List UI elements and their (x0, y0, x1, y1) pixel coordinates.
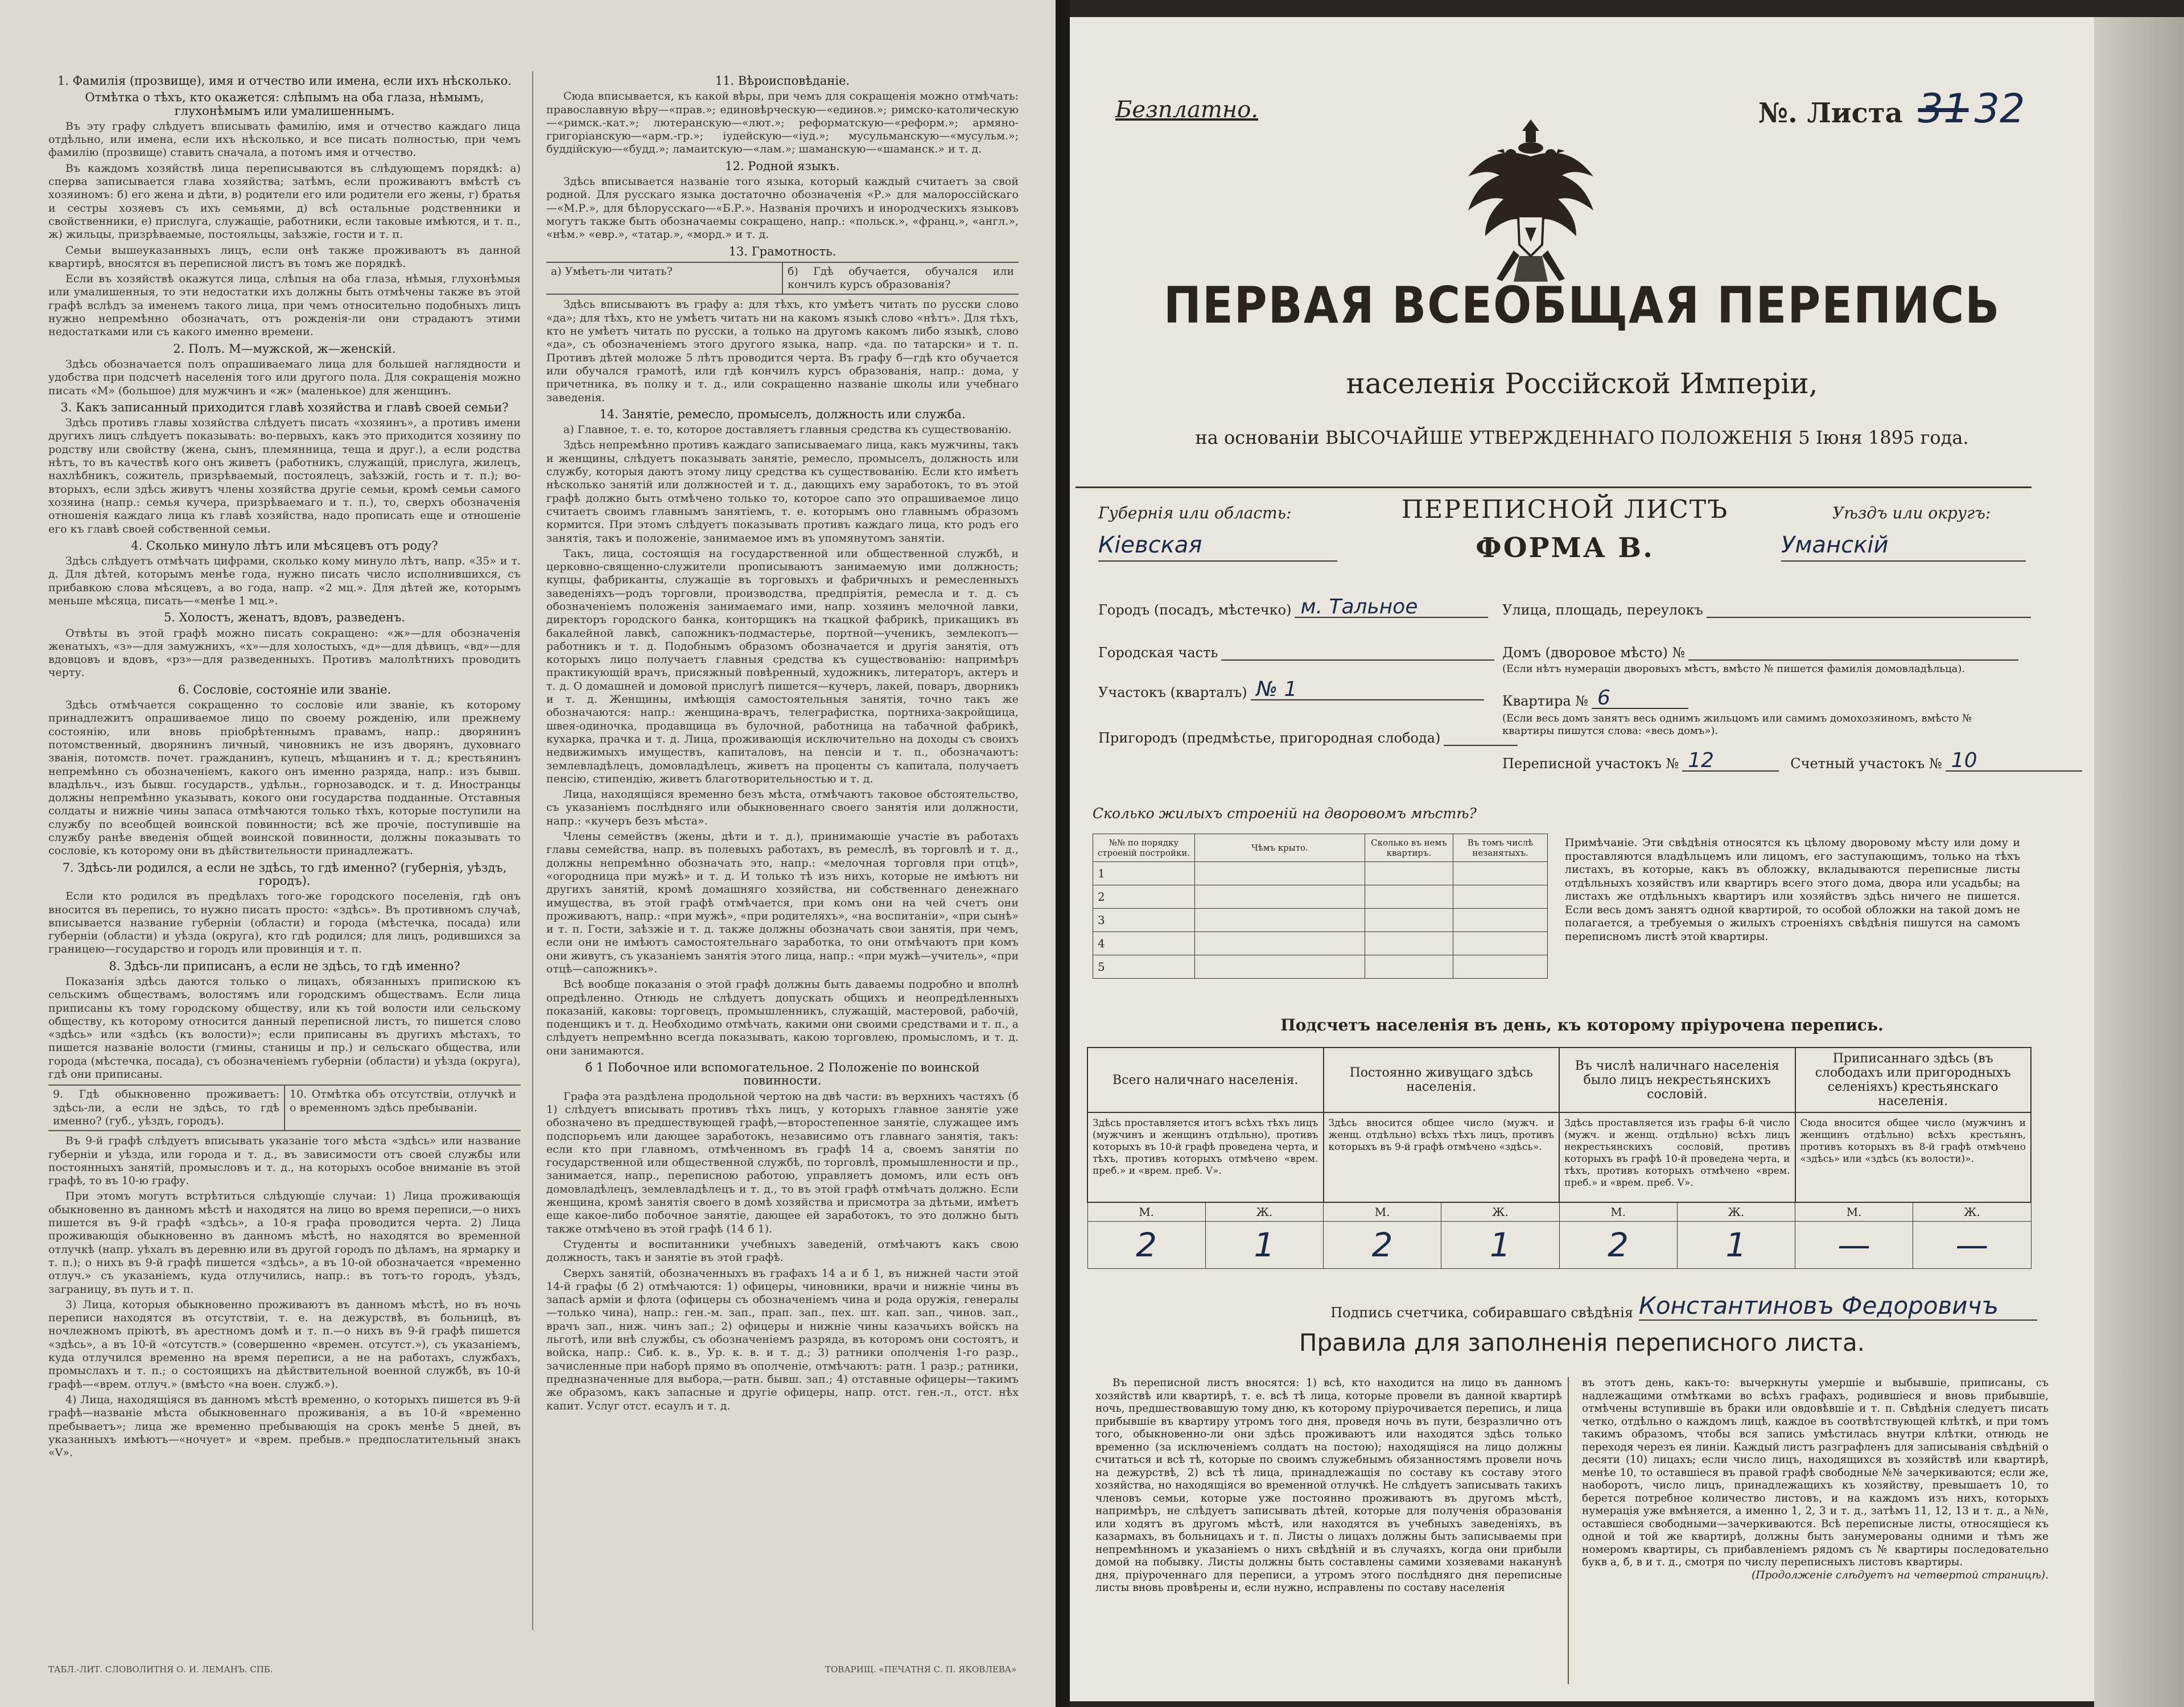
instruction-paragraph: Сверхъ занятій, обозначенныхъ въ графахъ 14 а и б 1, въ нижней части этой 14-й графы (б 2) отмѣчаются: 1) офицеры, чиновники, врачи и нижніе чины въ запасѣ арміи и флота (офицеры съ обозначеніемъ чина и рода оружія, генералы—только чина), напр.: ген.-м. зап., прап. зап., пех. шт. кап. зап., чинов. зап., врачъ зап., ниж. чинъ зап.; 2) офицеры и нижніе чины казачьихъ войскъ на льготѣ, или внѣ службы, съ обозначеніемъ разряда, въ которомъ они состоятъ, и войска, напр.: Сиб. к. в., Ур. к. в. и т. д.; 3) ратники ополченія 1-го разр., зачисленные при наборѣ прямо въ ополченіе, отмѣчаютъ: ратн. 1 разр.; ратники, предназначенные для выбора,—ратн. бывш. зап.; 4) отставные офицеры—такимъ же образомъ, какъ запасные и другіе офицеры, напр. отст. ген.-л., отст. нѣх капит. Услуг отст. есаулъ и т. д. (546, 1267, 1019, 1412)
pop-sex-label: М. (1087, 1202, 1205, 1222)
instruction-paragraph: Отвѣты въ этой графѣ можно писать сокращено: «ж»—для обозначенія женатыхъ, «з»—для замужнихъ, «х»—для холостыхъ, «д»—для дѣвицъ, «вд»—для вдовцовъ и вдовъ, «рз»—для разведенныхъ. Противъ малолѣтнихъ проводить черту. (48, 626, 521, 679)
buildings-cell-apts[interactable] (1365, 885, 1453, 909)
free-label: Безплатно. (1115, 97, 1259, 123)
instruction-paragraph: Здѣсь вписываютъ въ графу а: для тѣхъ, кто умѣетъ читать по русски слово «да»; для тѣхъ, кто не умѣетъ читать ни на какомъ языкѣ слово «нѣтъ». Для тѣхъ, кто не умѣетъ читать по русски, а только на другомъ какомъ либо языкѣ, слово «да», съ обозначеніемъ этого другого языка, напр. «да. по татарски» и т. п. Противъ дѣтей моложе 5 лѣтъ проводится черта. Въ графу б—гдѣ кто обучается или обучался грамотѣ, или гдѣ кончилъ курсъ образованія, напр.: дома, у причетника, въ полку и т. д., или сокращенно названіе школы или учебнаго заведенія. (546, 298, 1019, 404)
pop-header-peasant: Приписаннаго здѣсь (въ слободахъ или пригородныхъ селеніяхъ) крестьянскаго населенія. (1795, 1048, 2031, 1112)
pop-count-cell[interactable]: 2 (1324, 1222, 1441, 1269)
instruction-paragraph: Въ 9-й графѣ слѣдуетъ вписывать указаніе того мѣста «здѣсь» или название губерніи и уѣзда, или города и т. д., въ зависимости отъ своей службы или постоянныхъ занятій, промысловъ и т. д., на которыхъ особое вниманіе въ этой графѣ, то въ 10-ю графу. (48, 1135, 521, 1188)
census-title: ПЕРВАЯ ВСЕОБЩАЯ ПЕРЕПИСЬ (1163, 276, 2001, 335)
counter-signature-label: Подпись счетчика, собиравшаго свѣдѣнія (1330, 1305, 1633, 1321)
instruction-heading: 14. Занятіе, ремесло, промыселъ, должность или служба. (599, 407, 966, 421)
instruction-paragraph: Въ эту графу слѣдуетъ вписывать фамилію, имя и отчество каждаго лица отдѣльно, или имена, если ихъ нѣсколько, и все писать полностью, при чемъ фамилію (прозвище) ставить сначала, а потомъ имя и отчество. (48, 119, 521, 159)
buildings-table (1093, 834, 1548, 979)
instruction-heading: 5. Холостъ, женатъ, вдовъ, разведенъ. (164, 611, 405, 625)
city-field[interactable]: м. Тальное (1295, 597, 1488, 618)
instruction-heading: 12. Родной языкъ. (725, 159, 840, 173)
house-label: Домъ (дворовое мѣсто) № (1502, 645, 1686, 661)
rules-divider (1568, 1377, 1569, 1684)
buildings-cell-vacant[interactable] (1453, 909, 1547, 932)
buildings-cell-apts[interactable] (1365, 909, 1453, 932)
buildings-cell-vacant[interactable] (1453, 862, 1547, 885)
apartment-field[interactable]: 6 (1592, 688, 1688, 709)
house-note: (Если нѣтъ нумераціи дворовыхъ мѣстъ, вмѣсто № пишется фамилія домовладѣльца). (1502, 663, 1965, 675)
pop-desc-permanent: Здѣсь вносится общее число (мужч. и женщ. отдѣльно) всѣхъ тѣхъ лицъ, противъ которыхъ въ 9-й графѣ отмѣчено «здѣсь». (1324, 1112, 1560, 1202)
precinct-row (1098, 680, 1484, 700)
census-section-label: Переписной участокъ № (1502, 756, 1679, 772)
rules-continuation: (Продолженіе слѣдуетъ на четвертой страницѣ). (1752, 1569, 2049, 1581)
census-section-row (1502, 751, 2082, 772)
city-row (1098, 597, 1488, 618)
district-label: Уѣздъ или округъ: (1832, 504, 1991, 522)
imprint-left: ТАБЛ.-ЛИТ. СЛОВОЛИТНЯ О. И. ЛЕМАНЪ. СПБ. (48, 1664, 273, 1675)
buildings-cell-vacant[interactable] (1453, 932, 1547, 955)
instruction-heading: 7. Здѣсь-ли родился, а если не здѣсь, то гдѣ именно? (губернія, уѣздъ, городъ). (62, 860, 507, 888)
buildings-cell-n: 1 (1093, 862, 1195, 885)
form-type-title: ФОРМА В. (1476, 532, 1654, 564)
census-subtitle: населенія Россійской Имперіи, (1346, 367, 1818, 400)
house-field[interactable] (1688, 640, 2018, 661)
instruction-paragraph: Графа эта раздѣлена продольной чертою на двѣ части: въ верхнихъ частяхъ (б 1) слѣдуетъ вписывать противъ тѣхъ лицъ, у которыхъ главное занятіе уже обозначено въ предшествующей графѣ,—второстепенное занятіе, служащее имъ подспорьемъ или дающее заработокъ, независимо отъ главнаго занятія, такъ: если кто при главномъ, отмѣченномъ въ графѣ 14 а, своемъ занятіи по государственной или общественной службѣ, по торговлѣ, промышленности и пр., занимается, напр., переписною работою, управляетъ домомъ, или есть онъ домовладѣлецъ, землевладѣлецъ и т. д., то въ этой графѣ отмѣчать должно. Если женщина, кромѣ занятія своего в домѣ хозяйства и присмотра за дѣтьми, имѣетъ еще какое-либо побочное занятіе, дающее ей заработокъ, то это должно быть также отмѣчено въ этой графѣ (14 б 1). (546, 1090, 1019, 1235)
count-section-label: Счетный участокъ № (1790, 756, 1942, 772)
precinct-label: Участокъ (кварталъ) (1098, 685, 1247, 700)
column-divider (532, 71, 533, 1630)
pop-desc-present: Здѣсь проставляется итогъ всѣхъ тѣхъ лицъ (мужчинъ и женщинъ отдѣльно), противъ которыхъ въ 10-й графѣ проведена черта, и тѣхъ, противъ которыхъ отмѣчено «врем. преб.» и «врем. преб. V». (1087, 1112, 1324, 1202)
suburb-row (1098, 725, 1518, 746)
instruction-paragraph: Если въ хозяйствѣ окажутся лица, слѣпыя на оба глаза, нѣмыя, глухонѣмыя или умалишенныя, то эти недостатки ихъ должны быть отмѣчены также въ этой графѣ вслѣдъ за именемъ такого лица, при чемъ относительно подобныхъ лицъ нужно непремѣнно обозначать, отъ рожденія-ли они страдаютъ этими недостатками или съ какого именно времени. (48, 273, 521, 339)
instruction-paragraph: При этомъ могутъ встрѣтиться слѣдующіе случаи: 1) Лица проживающія обыкновенно въ данномъ мѣстѣ и находятся на лицо во время переписи,—о нихъ пишется въ 9-й графѣ «здѣсь», а 10-я графа проводится черта. 2) Лица проживающія обыкновенно въ данномъ мѣстѣ, но находятся во временной отлучкѣ (напр. уѣхалъ въ деревню или въ другой городъ по дѣламъ, на ярмарку и т. п.); о нихъ въ 9-й графѣ пишется «здѣсь», а въ 10-ой обозначается «временно отлуч.» съ указаніемъ, куда отлучились, напр.: въ тотъ-то городъ, уѣздъ, заграницу, въ путь и т. п. (48, 1190, 521, 1296)
buildings-cell-roof[interactable] (1195, 862, 1365, 885)
city-label: Городъ (посадъ, мѣстечко) (1098, 602, 1292, 618)
rules-column-1 (1095, 1377, 1562, 1595)
book-spine (1056, 0, 1070, 1707)
suburb-field[interactable] (1444, 725, 1518, 746)
pop-header-present: Всего наличнаго населенія. (1087, 1048, 1324, 1112)
pop-sex-label: Ж. (1677, 1202, 1795, 1222)
instruction-paragraph: Здѣсь непремѣнно противъ каждаго записываемаго лица, какъ мужчины, такъ и женщины, слѣдуетъ показывать занятіе, ремесло, промыселъ, должность или службу, которыя даютъ этому лицу средства къ существованію. Если кто имѣетъ нѣсколько занятій или должностей и т. д., дающихъ ему заработокъ, то въ этой графѣ должно быть отмѣчено только то, которое сапо это опрашиваемое лицо считаетъ своимъ главнымъ занятіемъ, т. е. которымъ оно главнымъ образомъ кормится. При этомъ слѣдуетъ показывать противъ каждаго лица, кто родъ его занятія, такъ и положеніе, занимаемое имъ въ упомянутомъ занятіи. (546, 439, 1019, 545)
buildings-title: Сколько жилыхъ строеній на дворовомъ мѣстѣ? (1093, 805, 1477, 822)
city-part-row (1098, 640, 1494, 661)
instruction-heading: 4. Сколько минуло лѣтъ или мѣсяцевъ отъ роду? (131, 538, 438, 552)
street-label: Улица, площадь, переулокъ (1502, 602, 1703, 618)
house-row (1502, 640, 2018, 661)
pop-header-non-peasant: Въ числѣ наличнаго населенія было лицъ некрестьянскихъ сословій. (1559, 1048, 1795, 1112)
instruction-paragraph: Здѣсь обозначается полъ опрашиваемаго лица для большей наглядности и удобства при подсчетѣ населенія того или другого пола. Для сокращенія можно писать «М» (большое) для мужчинъ и «ж» (маленькое) для женщинъ. (48, 357, 521, 397)
instruction-paragraph: Семьи вышеуказанныхъ лицъ, если онѣ также проживаютъ въ данной квартирѣ, вносятся въ переписной листъ въ томъ же порядкѣ. (48, 244, 521, 270)
district-field[interactable]: Уманскій (1781, 532, 2026, 562)
instruction-paragraph: Лица, находящіяся временно безъ мѣста, отмѣчаютъ таковое обстоятельство, съ указаніемъ послѣдняго или обыкновеннаго своего занятія или должности, напр.: «кучеръ безъ мѣста». (546, 788, 1019, 827)
instruction-question-table (546, 262, 1019, 295)
pop-sex-label: Ж. (1205, 1202, 1323, 1222)
city-part-label: Городская часть (1098, 645, 1218, 661)
pop-sex-label: М. (1559, 1202, 1677, 1222)
pop-count-cell[interactable]: 2 (1087, 1222, 1205, 1269)
pop-desc-non-peasant: Здѣсь проставляется изъ графы 6-й число (мужч. и женщ. отдѣльно) всѣхъ лицъ некрестьянскихъ сословій, противъ которыхъ въ графѣ 10-й проведена черта, и тѣхъ, противъ которыхъ отмѣчено «врем. преб.» и «врем. преб. V». (1559, 1112, 1795, 1202)
instruction-heading: 3. Какъ записанный приходится главѣ хозяйства и главѣ своей семьи? (60, 400, 509, 414)
buildings-cell-roof[interactable] (1195, 885, 1365, 909)
instruction-paragraph: а) Главное, т. е. то, которое доставляетъ главныя средства къ существованію. (563, 423, 1012, 436)
instruction-paragraph: Показанія здѣсь даются только о лицахъ, обязанныхъ припискою къ сельскимъ обществамъ, волостямъ или городскимъ обществамъ. Если лица приписаны къ тому городскому обществу, или къ той волости или сельскому обществу, къ которому относится данный переписной листъ, то пишется слово «здѣсь» или «здѣсь (къ волости)»; если приписаны въ другихъ мѣстахъ, то пишется названіе волости (гмины, станицы и пр.) и сельскаго общества, или города (мѣстечка, посада), съ обозначеніемъ губерніи (области) и уѣзда (округа), гдѣ они приписаны. (48, 975, 521, 1081)
count-section-field[interactable]: 10 (1946, 751, 2082, 772)
apartment-note: (Если весь домъ занятъ весь однимъ жильцомъ или самимъ домохозяиномъ, вмѣсто № квартиры пишутся слова: «весь домъ»). (1502, 712, 1972, 737)
pop-count-cell[interactable]: 1 (1441, 1222, 1559, 1269)
instruction-paragraph: 3) Лица, которыя обыкновенно проживаютъ въ данномъ мѣстѣ, но въ ночь переписи находятся въ отсутствіи, т. е. на дежурствѣ, въ больницѣ, въ ночлежномъ пріютѣ, въ арестномъ домѣ и т. п.—о нихъ въ 9-й графѣ пишется «здѣсь», а въ 10-й «отсутств.» (совершенно «времен. отсутст.»), съ указаніемъ, куда отлучился временно на время переписи, а не на работахъ, службахъ, промыслахъ и т. п.; о состоящихъ на дѣйствительной военной службѣ, въ 10-й графѣ—«врем. отлуч.» (вмѣсто «на воен. служб.»). (48, 1298, 521, 1391)
buildings-cell-n: 5 (1093, 955, 1195, 979)
population-count-title: Подсчетъ населенія въ день, къ которому пріурочена перепись. (1280, 1016, 1884, 1034)
buildings-cell-n: 3 (1093, 909, 1195, 932)
pop-count-cell[interactable]: — (1913, 1222, 2031, 1269)
rules-title: Правила для заполненія переписного листа. (1299, 1329, 1865, 1356)
pop-sex-label: Ж. (1913, 1202, 2031, 1222)
apartment-label: Квартира № (1502, 693, 1589, 709)
instructions-column-1 (48, 71, 521, 1462)
pop-count-cell[interactable]: 2 (1559, 1222, 1677, 1269)
instruction-paragraph: Здѣсь вписывается названіе того языка, который каждый считаетъ за свой родной. Для русскаго языка достаточно обозначенія «Р.» для малороссійскаго—«М.Р.», для бѣлорусскаго—«Б.Р.». Названія прочихъ и инородческихъ языковъ могутъ также быть обозначаемы сокращено, напр.: «польск.», «франц.», «англ.», «нѣм.» «евр.», «татар.», «морд.» и т. д. (546, 175, 1019, 241)
sheet-number-old: 31 (1918, 85, 1969, 132)
imprint-right: ТОВАРИЩ. «ПЕЧАТНЯ С. П. ЯКОВЛЕВА» (825, 1664, 1017, 1675)
buildings-cell-apts[interactable] (1365, 932, 1453, 955)
buildings-cell-apts[interactable] (1365, 862, 1453, 885)
pop-desc-peasant: Сюда вносится общее число (мужчинъ и женщинъ отдѣльно) всѣхъ крестьянъ, противъ которыхъ въ 8-й графѣ отмѣчено «здѣсь» или «здѣсь (къ волости)». (1795, 1112, 2031, 1202)
apartment-row (1502, 688, 1688, 709)
instruction-question-cell: 10. Отмѣтка объ отсутствіи, отлучкѣ и о временномъ здѣсь пребываніи. (284, 1086, 521, 1130)
instruction-heading: 1. Фамилія (прозвище), имя и отчество или имена, если ихъ нѣсколько. (57, 74, 512, 88)
instruction-paragraph: Сюда вписывается, къ какой вѣры, при чемъ для сокращенія можно отмѣчать: православную вѣру—«прав.»; единовѣрческую—«единов.»; римско-католическую—«римск.-кат.»; лютеранскую—«лют.»; реформатскую—«реформ.»; армяно-григоріанскую—«арм.-гр.»; іудейскую—«іуд.»; мусульманскую—«мусульм.»; буддійскую—«будд.»; ламаитскую—«лам.»; шаманскую—«шаманск.» и т. д. (546, 90, 1019, 156)
census-form-page (1070, 17, 2094, 1701)
left-page (0, 0, 1056, 1707)
instruction-paragraph: Всѣ вообще показанія о этой графѣ должны быть даваемы подробно и вполнѣ опредѣленно. Отнюдь не слѣдуетъ допускать общихъ и неопредѣленныхъ показаній, каковы: торговецъ, промышленникъ, служащій, мастеровой, рабочій, поденщикъ и т. д. Необходимо отмѣчать, какими они своими средствами и т. п., а слѣдуетъ непремѣнно всегда показывать, какою торговлею, промысломъ, и т. д. они занимаются. (546, 978, 1019, 1057)
instruction-question-cell: 9. Гдѣ обыкновенно проживаетъ: здѣсь-ли, а если не здѣсь, то гдѣ именно? (губ., уѣздъ, городъ). (53, 1088, 279, 1127)
buildings-header-vacant: Въ томъ числѣ незанятыхъ. (1453, 834, 1547, 862)
buildings-cell-n: 4 (1093, 932, 1195, 955)
buildings-cell-vacant[interactable] (1453, 955, 1547, 979)
census-section-field[interactable]: 12 (1682, 751, 1779, 772)
instruction-paragraph: Если кто родился въ предѣлахъ того-же городского поселенія, гдѣ онъ вносится въ перепись, то нужно писать просто: «здѣсь». Въ противномъ случаѣ, вписывается название губерніи (области) и города (мѣстечка, посада) или губерніи (области) и уѣзда (округа), кто гдѣ родился; для лицъ, родившихся за границею—государство и городъ или провинція и т. п. (48, 890, 521, 956)
rules-text-1: Въ переписной листъ вносятся: 1) всѣ, кто находится на лицо въ данномъ хозяйствѣ или квартирѣ, т. е. всѣ тѣ лица, которые провели въ данной квартирѣ ночь, предшествовавшую тому дню, къ которому пріурочивается перепись, и лица прибывшіе въ квартиру утромъ того дня, проведя ночь въ пути, безразлично отъ того, обыкновенно-ли они здѣсь проживаютъ или находятся здѣсь только временно (за исключеніемъ солдатъ на постою); находящіяся на лицо должны считаться и всѣ тѣ, которые по своимъ служебнымъ обязанностямъ провели ночь на дежурствѣ, 2) всѣ тѣ лица, принадлежащія по составу къ составу этого хозяйства, но находящіяся во временной отлучкѣ. Не слѣдуетъ записывать такихъ членовъ семьи, которые уже постоянно проживаютъ въ другомъ мѣстѣ, напримѣръ, не слѣдуетъ записывать дѣтей, которые для полученія образованія или ходятъ въ другомъ мѣстѣ, или находятся въ учебныхъ заведеніяхъ, въ казармахъ, въ больницахъ и т. п. Листы о лицахъ должны быть записываемы при непремѣнномъ и указаніемъ о нихъ свѣдѣній и въ случаяхъ, когда они прибыли домой на побывку. Листы должны быть составлены самими хозяевами наканунѣ дня, пріуроченнаго для переписи, а утромъ этого послѣдняго дня переписные листы вновь провѣрены и, если нужно, исправлены по составу населенія (1095, 1377, 1562, 1594)
sheet-number-new: 32 (1974, 85, 2025, 132)
instruction-heading: б 1 Побочное или вспомогательное. 2 Положеніе по воинской повинности. (585, 1061, 980, 1088)
buildings-header-number: №№ по порядку строеній постройки. (1093, 834, 1195, 862)
instruction-paragraph: Такъ, лица, состоящія на государственной или общественной службѣ, и церковно-священно-служители прописываютъ занимаемую ими должность; купцы, фабриканты, служащіе въ торговыхъ и фабричныхъ и ремесленныхъ заведеніяхъ—родъ торговли, производства, предпріятія, ремесла и т. д. съ обозначеніемъ положенія занимаемаго ими, напр. хозяинъ мелочной лавки, директоръ городского банка, конторщикъ на ткацкой фабрикѣ, прикащикъ въ бакалейной лавкѣ, сапожникъ-подмастерье, портной—ученикъ, землекопъ—работникъ и т. д. Подобнымъ образомъ обозначается и другія занятія, отъ которыхъ лицо получаетъ главныя средства къ существованію: напримѣръ практикующій врачъ, присяжный повѣренный, художникъ, литераторъ, актеръ и т. д. О домашней и домовой прислугѣ пишется—кучеръ, лакей, поваръ, дворникъ и т. д. Женщины, имѣющія самостоятельныя занятія, точно такъ же обозначаются: напр.: женщина-врачъ, телеграфистка, портниха-закройщица, швея-одиночка, продавщица въ булочной, работница на табачной фабрикѣ, кухарка, прачка и т. д. Лица, проживающія исключительно на доходы съ своихъ недвижимыхъ имуществъ, капиталовъ, на пенсіи и т. п., обозначаютъ: землевладѣлецъ, домовладѣлецъ, живетъ на проценты съ капитала, получаетъ пенсію, стипендію, живетъ благотворительностью и т. д. (546, 547, 1019, 785)
page-edges (2094, 17, 2184, 1707)
instruction-paragraph: Члены семействъ (жены, дѣти и т. д.), принимающіе участіе въ работахъ главы семейства, напр. въ полевыхъ работахъ, въ ремеслѣ, въ торговлѣ и т. д., должны непремѣнно обозначать это, напр.: «мелочная торговля при отцѣ», «огородница при мужѣ» и т. д. И только тѣ изъ нихъ, которые не имѣютъ ни другихъ занятій, кромѣ домашняго хозяйства, ни собственнаго денежнаго имущества, въ этой графѣ отмѣчается, при комъ они на чей счетъ они проживаютъ, напр.: «при мужѣ», «при родителяхъ», «на воспитаніи», «при сынѣ» и т. п. Гости, заѣзжіе и т. д. также должны обозначать свои занятія, при чемъ, если они не имѣютъ самостоятельнаго заработка, то они отмѣчаютъ при комъ они живутъ, съ указаніемъ занятія этого лица, напр.: «при мужѣ—учитель», «при отцѣ—сапожникъ». (546, 830, 1019, 975)
sheet-number-label: №. Листа (1758, 97, 1903, 129)
pop-sex-label: Ж. (1441, 1202, 1559, 1222)
buildings-row (1093, 885, 1548, 909)
buildings-cell-roof[interactable] (1195, 955, 1365, 979)
instruction-heading: Отмѣтка о тѣхъ, кто окажется: слѣпымъ на оба глаза, нѣмымъ, глухонѣмымъ или умалишеннымъ. (85, 90, 484, 118)
pop-count-cell[interactable]: — (1795, 1222, 1913, 1269)
buildings-cell-roof[interactable] (1195, 932, 1365, 955)
instructions-column-2 (546, 71, 1019, 1415)
pop-count-cell[interactable]: 1 (1677, 1222, 1795, 1269)
buildings-cell-n: 2 (1093, 885, 1195, 909)
buildings-header-apartments: Сколько въ немъ квартиръ. (1365, 834, 1453, 862)
counter-signature-row (1070, 1292, 2037, 1321)
street-row (1502, 597, 2031, 618)
instruction-question-cell: а) Умѣетъ-ли читать? (551, 265, 673, 278)
counter-signature[interactable]: Константиновъ Федоровичъ (1639, 1292, 2037, 1321)
population-count-table (1087, 1047, 2031, 1269)
legal-basis: на основаніи ВЫСОЧАЙШЕ УТВЕРЖДЕННАГО ПОЛОЖЕНІЯ 5 Іюня 1895 года. (1195, 427, 1969, 448)
instruction-paragraph: Въ каждомъ хозяйствѣ лица переписываются въ слѣдующемъ порядкѣ: а) сперва записывается глава хозяйства; затѣмъ, если проживаютъ вмѣстѣ съ хозяиномъ: б) его жена и дѣти, в) родители его или родители его жены, г) братья и сестры хозяевъ съ ихъ семьями, д) всѣ остальные родственники и свойственники, е) прислуга, служащіе, работники, если таковые имѣются, и т. п., ж) жильцы, призрѣваемые, постояльцы, заѣзжіе, гости и т. п. (48, 162, 521, 241)
sheet-number (1758, 85, 2025, 132)
province-label: Губернія или область: (1098, 504, 1292, 522)
buildings-header-roof: Чѣмъ крыто. (1195, 834, 1365, 862)
rules-column-2 (1582, 1377, 2049, 1582)
instruction-paragraph: Студенты и воспитанники учебныхъ заведеній, отмѣчаютъ какъ свою должность, такъ и занятіе въ этой графѣ. (546, 1238, 1019, 1264)
pop-header-permanent: Постоянно живущаго здѣсь населенія. (1324, 1048, 1560, 1112)
pop-sex-label: М. (1795, 1202, 1913, 1222)
city-part-field[interactable] (1221, 640, 1494, 661)
buildings-row (1093, 932, 1548, 955)
precinct-field[interactable]: № 1 (1251, 680, 1484, 700)
buildings-cell-vacant[interactable] (1453, 885, 1547, 909)
instruction-paragraph: 4) Лица, находящіяся въ данномъ мѣстѣ временно, о которыхъ пишется въ 9-й графѣ—названіе мѣста обыкновеннаго проживанія, а въ 10-й «временно пребываетъ»; лица же временно пребывающія на срокъ менѣе 5 дней, въ указанныхъ имѣютъ—«ночует» и «врем. пребыв.» предпослатительный знакъ «V». (48, 1393, 521, 1459)
instruction-heading: 11. Вѣроисповѣданіе. (715, 74, 850, 88)
instruction-paragraph: Здѣсь слѣдуетъ отмѣчать цифрами, сколько кому минуло лѣтъ, напр. «35» и т. д. Для дѣтей, которымъ менѣе года, нужно писать число исполнившихся, съ прибавкою слова мѣсяцевъ, а во года, напр. «2 мц.». Для дѣтей же, которымъ меньше мѣсяца, писать—«менѣе 1 мц.». (48, 555, 521, 607)
instruction-heading: 8. Здѣсь-ли приписанъ, а если не здѣсь, то гдѣ именно? (109, 959, 460, 973)
street-field[interactable] (1707, 597, 2031, 618)
province-field[interactable]: Кіевская (1098, 532, 1337, 562)
instruction-heading: 6. Сословіе, состояніе или званіе. (178, 682, 392, 696)
pop-sex-label: М. (1324, 1202, 1441, 1222)
double-headed-eagle-icon (1451, 114, 1610, 296)
instruction-question-cell: б) Гдѣ обучается, обучался или кончилъ курсъ образованія? (782, 263, 1019, 294)
buildings-cell-roof[interactable] (1195, 909, 1365, 932)
instruction-heading: 2. Полъ. М—мужской, ж—женскій. (173, 341, 396, 356)
buildings-row (1093, 862, 1548, 885)
suburb-label: Пригородъ (предмѣстье, пригородная слобода) (1098, 730, 1441, 746)
instruction-paragraph: Здѣсь отмѣчается сокращенно то сословіе или званіе, къ которому принадлежитъ опрашиваемое лицо по своему рожденію, или прежнему состоянію, или вновь пріобрѣтеннымъ правамъ, напр.: дворянинъ потомственный, дворянинъ личный, чиновникъ не изъ дворянъ, духовнаго званія, потомств. почет. гражданинъ, купецъ, мѣщанинъ и т. д.; крестьянинъ непремѣнно съ обозначеніемъ, какого онъ именно разряда, напр.: изъ бывш. владѣльч., изъ бывш. государств., удѣльн., горнозаводск. и т. д. Иностранцы должны непремѣнно указывать, кокого они государства подданные. Отставныя солдаты и нижніе чины запаса отмѣчаются только тѣхъ, которые поступили на службу по всеобщей воинской повинности; всѣ же прочіе, поступившіе на службу ранѣе введенія общей воинской повинности, должны показывать то сословіе, къ которому они въ дѣйствительности принадлежатъ. (48, 699, 521, 857)
buildings-row (1093, 909, 1548, 932)
buildings-row (1093, 955, 1548, 979)
buildings-note: Примѣчаніе. Эти свѣдѣнія относятся къ цѣлому дворовому мѣсту или дому и проставляются владѣльцемъ или лицомъ, его заступающимъ, только на тѣхъ листахъ, въ которые, какъ въ обложку, вкладываются переписные листы отдѣльныхъ хозяйствъ или квартиръ всего этого дома, двора или усадьбы; на листахъ же отдѣльныхъ квартиръ или хозяйствъ здѣсь ничего не пишется. Если весь домъ занятъ одной квартирой, то особой обложки на такой домъ не полагается, а требуемыя о жилыхъ строеніяхъ свѣдѣнія пишутся на самомъ переписномъ листѣ этой квартиры. (1565, 836, 2020, 943)
rules-text-2: въ этотъ день, какъ-то: вычеркнуты умершіе и выбывшіе, приписаны, съ надлежащими отмѣтками во всѣхъ графахъ, родившіеся и вновь прибывшіе, отмѣчены вступившіе въ браки или овдовѣвшіе и т. п. Свѣдѣнія следуетъ писать четко, отдѣльно о каждомъ лицѣ, каждое въ соотвѣтствующей клѣткѣ, и при томъ такимъ образомъ, чтобы вся запись умѣстилась внутри клѣтки, отнюдь не переходя черезъ ея линіи. Каждый листъ разграфленъ для записыванія свѣдѣній о десяти (10) лицахъ; если число лицъ, находящихся въ хозяйствѣ или квартирѣ, менѣе 10, то оставшіеся въ правой графѣ свободные №№ зачеркиваются; если же, наоборотъ, число лицъ, принадлежащихъ къ хозяйству, превышаетъ 10, то берется потребное количество листовъ, и на каждомъ изъ нихъ, которыхъ нумерація уже вмѣняется, а именно 1, 2, 3 и т. д., затѣмъ 11, 12, 13 и т. д., а №№, оставшіеся свободными—зачеркиваются. Всѣ переписные листы, относящіеся къ одной и той же квартирѣ, должны быть занумерованы одними и тѣмъ же номеромъ квартиры, съ прибавленіемъ рядомъ съ № квартиры последовательно букв а, б, в и т. д., смотря по числу переписныхъ листовъ квартиры. (1582, 1377, 2049, 1568)
instruction-heading: 13. Грамотность. (728, 244, 836, 258)
pop-count-cell[interactable]: 1 (1205, 1222, 1323, 1269)
census-sheet-title: ПЕРЕПИСНОЙ ЛИСТЪ (1401, 495, 1729, 524)
instruction-question-table (48, 1085, 521, 1131)
instruction-paragraph: Здѣсь противъ главы хозяйства слѣдуетъ писать «хозяинъ», а противъ имени другихъ лицъ слѣдуетъ показывать: во-первыхъ, какъ это приходится хозяину по родству или свойству (жена, сынъ, племянница, теща и друг.), а если родства нѣтъ, то въ качествѣ кого онъ живетъ (работникъ, служащій, прислуга, жилецъ, нахлѣбникъ, сожитель, призрѣваемый, постоялецъ, заѣзжій, гость и т. п.); во-вторыхъ, если здѣсь живутъ члены хозяйства другіе семьи, кромѣ семьи самого хозяина (напр.: семья кучера, призрѣваемаго и т. п.), то, сверхъ обозначенія отношенія каждаго лица къ главѣ хозяйства, надо прописать еще и отношеніе его къ главѣ своей собственной семьи. (48, 417, 521, 535)
buildings-cell-apts[interactable] (1365, 955, 1453, 979)
